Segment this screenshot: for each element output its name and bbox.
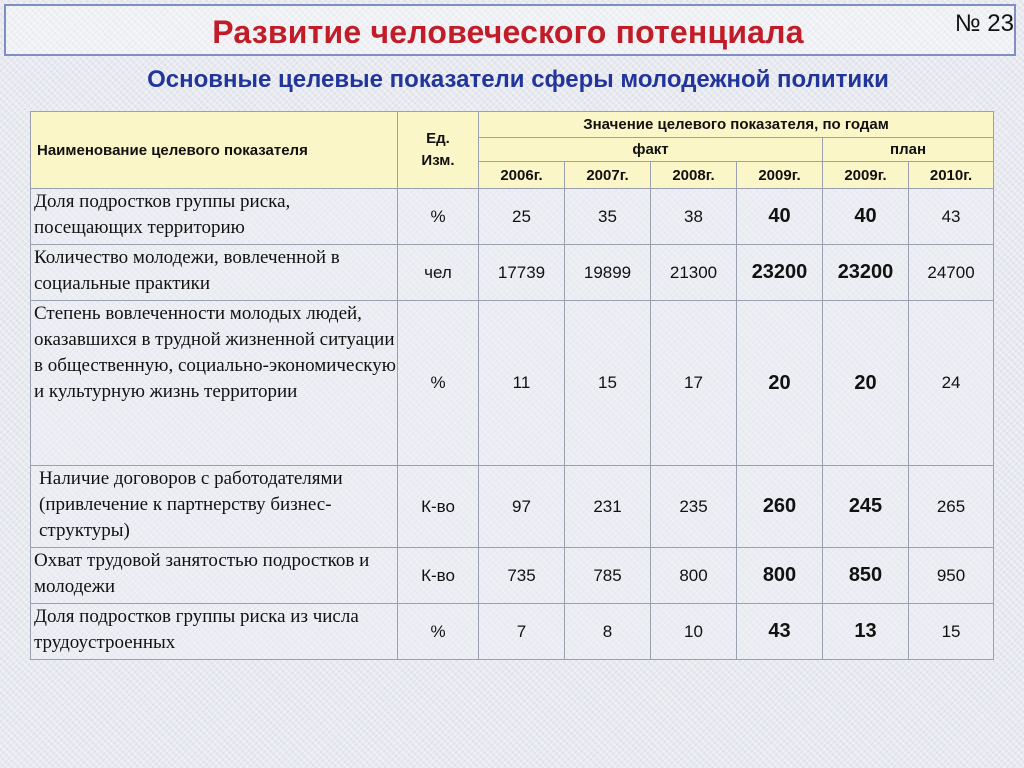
value-cell: 17	[651, 301, 737, 466]
table-row	[31, 466, 994, 548]
header-unit	[398, 112, 479, 189]
value-cell: 800	[737, 548, 823, 604]
value-cell: 8	[565, 604, 651, 660]
indicator-name: Доля подростков группы риска из числа трудоустроенных	[31, 604, 398, 660]
value-cell: 20	[737, 301, 823, 466]
header-year: 2008г.	[651, 162, 737, 189]
value-cell: 265	[909, 466, 994, 548]
indicator-unit: %	[398, 604, 479, 660]
value-cell: 19899	[565, 245, 651, 301]
value-cell: 260	[737, 466, 823, 548]
value-cell: 21300	[651, 245, 737, 301]
value-cell: 785	[565, 548, 651, 604]
value-cell: 11	[479, 301, 565, 466]
indicator-name: Количество молодежи, вовлеченной в социальные практики	[31, 245, 398, 301]
indicator-unit: К-во	[398, 548, 479, 604]
value-cell: 40	[737, 189, 823, 245]
value-cell: 20	[823, 301, 909, 466]
value-cell: 15	[909, 604, 994, 660]
header-fact: факт	[479, 138, 823, 162]
table-row	[31, 604, 994, 660]
header-values-by-year: Значение целевого показателя, по годам	[479, 112, 994, 138]
value-cell: 24700	[909, 245, 994, 301]
value-cell: 25	[479, 189, 565, 245]
header-year: 2009г.	[737, 162, 823, 189]
header-year: 2009г.	[823, 162, 909, 189]
value-cell: 43	[909, 189, 994, 245]
header-year: 2010г.	[909, 162, 994, 189]
value-cell: 850	[823, 548, 909, 604]
indicator-name: Наличие договоров с работодателями (привлечение к партнерству бизнес-структуры)	[31, 466, 398, 548]
header-unit-label: Ед. Изм.	[421, 130, 455, 169]
value-cell: 235	[651, 466, 737, 548]
indicator-unit: К-во	[398, 466, 479, 548]
table-row	[31, 548, 994, 604]
value-cell: 800	[651, 548, 737, 604]
indicator-name: Доля подростков группы риска, посещающих территорию	[31, 189, 398, 245]
value-cell: 15	[565, 301, 651, 466]
value-cell: 7	[479, 604, 565, 660]
value-cell: 43	[737, 604, 823, 660]
indicator-unit: %	[398, 189, 479, 245]
table-row	[31, 189, 994, 245]
header-plan: план	[823, 138, 994, 162]
value-cell: 23200	[823, 245, 909, 301]
indicator-unit: %	[398, 301, 479, 466]
value-cell: 13	[823, 604, 909, 660]
table-row	[31, 245, 994, 301]
slide-number: № 23	[954, 10, 1014, 37]
indicator-name: Охват трудовой занятостью подростков и молодежи	[31, 548, 398, 604]
value-cell: 35	[565, 189, 651, 245]
table-row	[31, 301, 994, 466]
value-cell: 17739	[479, 245, 565, 301]
value-cell: 24	[909, 301, 994, 466]
page-title: Развитие человеческого потенциала	[212, 14, 804, 50]
value-cell: 38	[651, 189, 737, 245]
value-cell: 245	[823, 466, 909, 548]
value-cell: 10	[651, 604, 737, 660]
page-subtitle: Основные целевые показатели сферы молодежной политики	[147, 66, 889, 93]
value-cell: 735	[479, 548, 565, 604]
indicators-table	[30, 111, 994, 660]
value-cell: 40	[823, 189, 909, 245]
indicator-name: Степень вовлеченности молодых людей, оказавшихся в трудной жизненной ситуации в общественную, социально-экономическую и культурную жизнь территории	[31, 301, 398, 466]
value-cell: 231	[565, 466, 651, 548]
header-indicator-name: Наименование целевого показателя	[31, 112, 398, 189]
header-year: 2007г.	[565, 162, 651, 189]
value-cell: 23200	[737, 245, 823, 301]
value-cell: 950	[909, 548, 994, 604]
value-cell: 97	[479, 466, 565, 548]
indicator-unit: чел	[398, 245, 479, 301]
header-year: 2006г.	[479, 162, 565, 189]
